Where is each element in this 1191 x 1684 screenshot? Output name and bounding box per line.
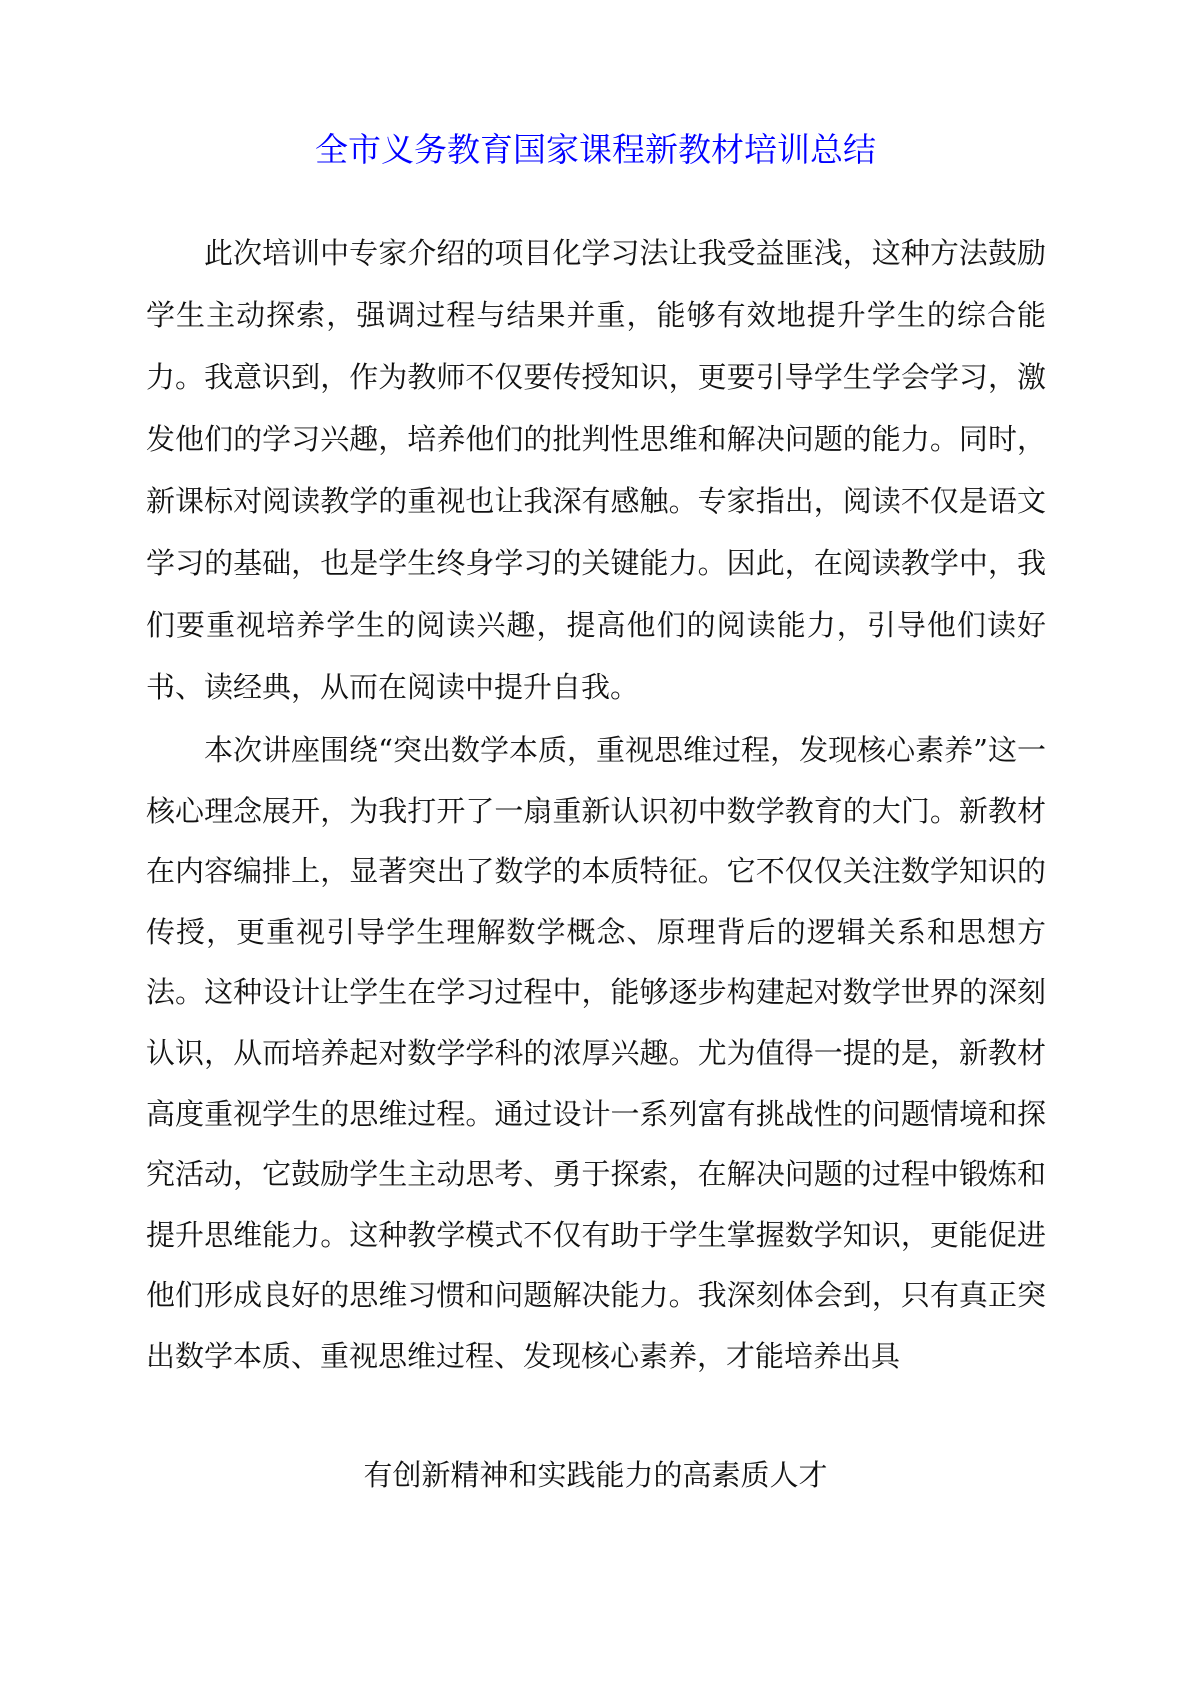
paragraph-project-learning: 此次培训中专家介绍的项目化学习法让我受益匪浅，这种方法鼓励学生主动探索，强调过程与结果并重，能够有效地提升学生的综合能力。我意识到，作为教师不仅要传授知识，更要引导学生学会学习，激发他们的学习兴趣，培养他们的批判性思维和解决问题的能力。同时，新课标对阅读教学的重视也让我深有感触。专家指出，阅读不仅是语文学习的基础，也是学生终身学习的关键能力。因此，在阅读教学中，我们要重视培养学生的阅读兴趣，提高他们的阅读能力，引导他们读好书、读经典，从而在阅读中提升自我。 — [146, 236, 1046, 704]
closing-line: 有创新精神和实践能力的高素质人才 — [363, 1458, 828, 1492]
document-title: 全市义务教育国家课程新教材培训总结 — [315, 130, 876, 169]
paragraph-math-lecture: 本次讲座围绕“突出数学本质，重视思维过程，发现核心素养”这一核心理念展开，为我打开了一扇重新认识初中数学教育的大门。新教材在内容编排上，显著突出了数学的本质特征。它不仅仅关注数学知识的传授，更重视引导学生理解数学概念、原理背后的逻辑关系和思想方法。这种设计让学生在学习过程中，能够逐步构建起对数学世界的深刻认识，从而培养起对数学学科的浓厚兴趣。尤为值得一提的是，新教材高度重视学生的思维过程。通过设计一系列富有挑战性的问题情境和探究活动，它鼓励学生主动思考、勇于探索，在解决问题的过程中锻炼和提升思维能力。这种教学模式不仅有助于学生掌握数学知识，更能促进他们形成良好的思维习惯和问题解决能力。我深刻体会到，只有真正突出数学本质、重视思维过程、发现核心素养，才能培养出具 — [146, 733, 1046, 1373]
